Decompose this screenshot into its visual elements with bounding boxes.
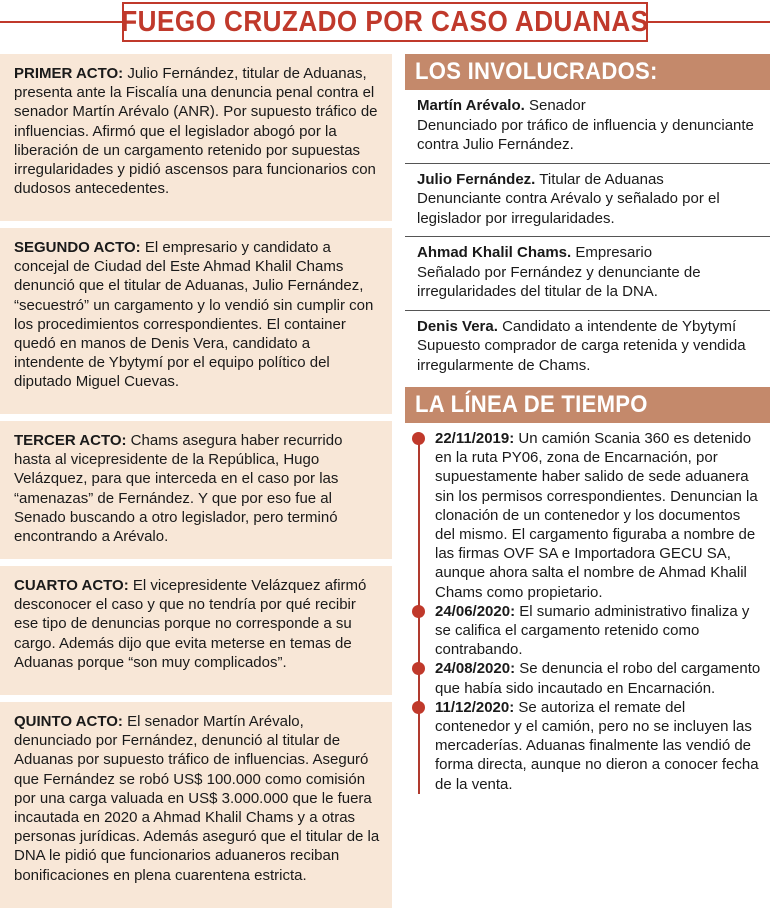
event-text: Se denuncia el robo del cargamento que había sido incautado en Encarnación. xyxy=(435,660,761,697)
act-2 xyxy=(0,228,392,414)
acts-column xyxy=(0,54,392,915)
timeline-event xyxy=(435,602,764,660)
act-label: CUARTO ACTO: xyxy=(14,577,129,594)
event-date: 24/08/2020: xyxy=(435,660,516,678)
act-1 xyxy=(0,54,392,221)
act-5 xyxy=(0,702,392,908)
act-label: TERCER ACTO: xyxy=(14,432,127,449)
act-text: Chams asegura haber recurrido hasta al vicepresidente de la República, Hugo Velázquez, para que interceda en el caso por las “amenazas” de Fernández. Y que por eso fue al Senado buscando a otro legislador, pero terminó encontrando a Arévalo. xyxy=(14,432,343,546)
person-name: Denis Vera. xyxy=(417,317,498,335)
person-desc: Señalado por Fernández y denunciante de irregularidades del titular de la DNA. xyxy=(417,263,701,300)
timeline-event xyxy=(435,698,764,794)
timeline-dot-icon xyxy=(412,605,425,618)
event-text: El sumario administrativo finaliza y se califica el cargamento retenido como contrabando. xyxy=(435,602,750,659)
involved-header-text: LOS INVOLUCRADOS: xyxy=(415,58,658,85)
act-3 xyxy=(0,421,392,559)
timeline-header xyxy=(405,387,770,423)
event-date: 22/11/2019: xyxy=(435,430,515,447)
timeline-event xyxy=(435,659,764,697)
timeline-event xyxy=(435,429,764,602)
person-name: Julio Fernández. xyxy=(417,170,536,188)
person-role: Senador xyxy=(528,97,586,114)
timeline-dot-icon xyxy=(412,662,425,675)
person-desc: Supuesto comprador de carga retenida y vendida irregularmente de Chams. xyxy=(417,337,746,374)
act-text: El vicepresidente Velázquez afirmó desconocer el caso y que no tendría por qué recibir ese tipo de denuncias porque no corresponde a su cargo. Además dijo que evita meterse en temas de Aduanas porque “son muy complicados”. xyxy=(14,577,367,671)
person-chams xyxy=(405,237,770,311)
act-4 xyxy=(0,566,392,695)
act-text: El senador Martín Arévalo, denunciado por Fernández, denunció al titular de Aduanas por supuesto tráfico de influencias. Aseguró que Fernández se robó US$ 100.000 como comisión por una carga valuada en US$ 3.000.000 que le fuera incautada en 2020 a Ahmad Khalil Chams y a otras personas jurídicas. Además aseguró que el titular de la DNA le pidió que funcionarios aduaneros reciban bonificaciones en plena cuarentena estricta. xyxy=(14,713,380,884)
person-desc: Denunciado por tráfico de influencia y denunciante contra Julio Fernández. xyxy=(417,116,754,153)
person-name: Martín Arévalo. xyxy=(417,97,525,114)
person-role: Empresario xyxy=(575,244,653,261)
title-rule-right xyxy=(648,21,770,23)
headline: FUEGO CRUZADO POR CASO ADUANAS xyxy=(121,5,649,38)
title-rule-left xyxy=(0,21,122,23)
event-text: Se autoriza el remate del contenedor y el camión, pero no se incluyen las mercaderías. Aduanas finalmente las vendió de forma directa, aunque no dieron a conocer fecha de la venta. xyxy=(435,698,759,793)
act-text: El empresario y candidato a concejal de Ciudad del Este Ahmad Khalil Chams denunció que el titular de Aduanas, Julio Fernández, “secuestró” un cargamento y lo vendió sin cumplir con los procedimientos correspondientes. El container quedó en manos de Denis Vera, candidato a intendente de Ybytymí por el equipo político del diputado Miguel Cuevas. xyxy=(14,239,374,391)
person-vera xyxy=(405,311,770,384)
timeline xyxy=(405,423,770,794)
event-text: Un camión Scania 360 es detenido en la ruta PY06, zona de Encarnación, por supuestamente haber salido de sede aduanera sin los permisos correspondientes. Denuncian la clonación de un contenedor y los documentos del mismo. El cargamento figuraba a nombre de las firmas OVF SA e Importadora GECU SA, aunque ahora salta el nombre de Ahmad Khalil Chams como propietario. xyxy=(435,430,758,601)
person-name: Ahmad Khalil Chams. xyxy=(417,244,572,261)
sidebar-column xyxy=(405,54,770,794)
person-desc: Denunciante contra Arévalo y señalado por el legislador por irregularidades. xyxy=(417,190,720,227)
timeline-dot-icon xyxy=(412,701,425,714)
timeline-header-text: LA LÍNEA DE TIEMPO xyxy=(415,391,648,418)
headline-box xyxy=(122,2,648,42)
person-fernandez xyxy=(405,164,770,238)
event-date: 24/06/2020: xyxy=(435,602,516,620)
person-role: Candidato a intendente de Ybytymí xyxy=(502,317,737,335)
act-label: QUINTO ACTO: xyxy=(14,713,123,730)
event-date: 11/12/2020: xyxy=(435,698,515,716)
timeline-dot-icon xyxy=(412,432,425,445)
act-text: Julio Fernández, titular de Aduanas, presenta ante la Fiscalía una denuncia penal contra el senador Martín Arévalo (ANR). Por supuesto tráfico de influencias. Afirmó que el legislador abogó por la liberación de un cargamento retenido por supuestas irregularidades y pidió ascensos para funcionarios con dudosos antecedentes. xyxy=(14,65,378,198)
act-label: SEGUNDO ACTO: xyxy=(14,239,141,256)
act-label: PRIMER ACTO: xyxy=(14,65,124,82)
involved-header xyxy=(405,54,770,90)
person-role: Titular de Aduanas xyxy=(539,170,664,188)
person-arevalo xyxy=(405,90,770,164)
